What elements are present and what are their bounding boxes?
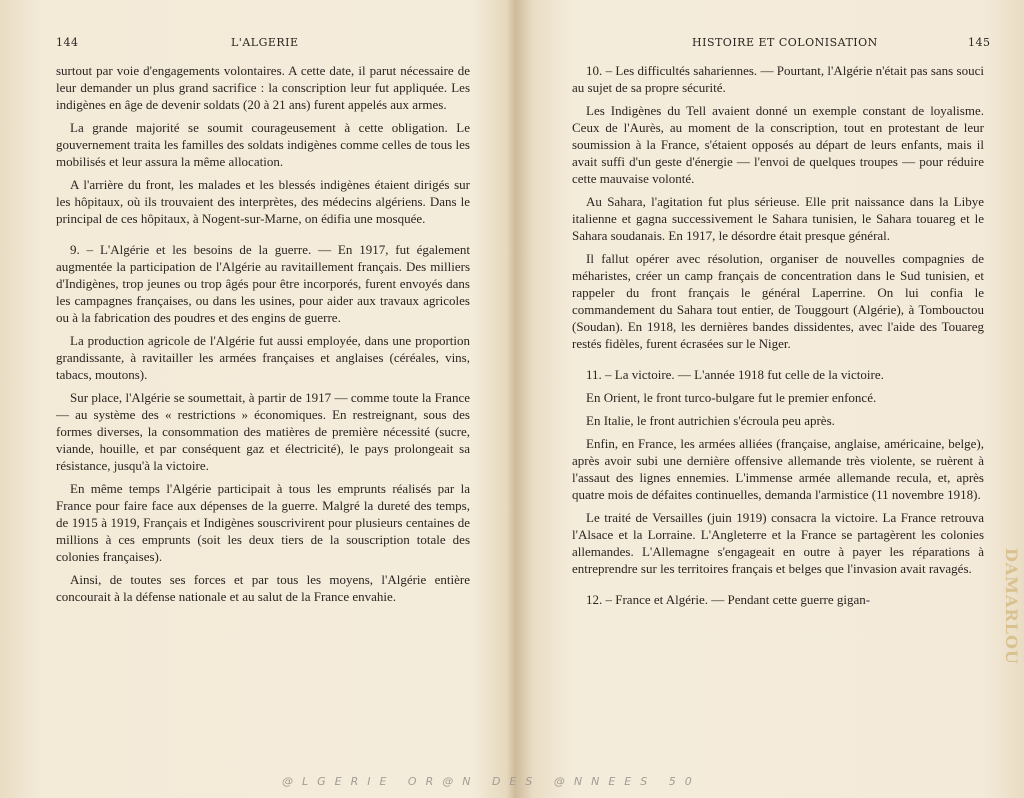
left-page [0, 0, 510, 798]
paragraph: La production agricole de l'Algérie fut aussi employée, dans une proportion grandissante, à ravitailler les armées françaises et anglaises (céréales, vins, tabacs, moutons). [56, 333, 470, 382]
paragraph: La grande majorité se soumit courageusement à cette obligation. Le gouvernement traita les familles des soldats indigènes comme celles de tous les mobilisés et leur assura la même allocation. [56, 120, 470, 169]
paragraph: Ainsi, de toutes ses forces et par tous les moyens, l'Algérie entière concourait à la défense nationale et au salut de la France envahie. [56, 572, 470, 604]
paragraph: Les Indigènes du Tell avaient donné un exemple constant de loyalisme. Ceux de l'Aurès, au moment de la conscription, tout en protestant de leur soumission à la France, s'étaient opposés au départ de leurs enfants, mais il avait suffi d'un geste d'énergie — l'envoi de quelques troupes — pour réduire cette mauvaise volonté. [572, 103, 984, 186]
paragraph: En Italie, le front autrichien s'écroula peu après. [586, 413, 835, 428]
watermark-text: @LGERIE OR@N DES @NNEES 50 [282, 775, 701, 788]
right-page [545, 0, 1024, 798]
paragraph: Au Sahara, l'agitation fut plus sérieuse. Elle prit naissance dans la Libye italienne et gagna successivement le Sahara tunisien, le Sahara touareg et le Sahara soudanais. En 1917, le désordre était presque général. [572, 194, 984, 243]
paragraph: Enfin, en France, les armées alliées (française, anglaise, américaine, belge), après avoir subi une dernière offensive allemande très violente, se ruèrent à l'assaut des lignes ennemies. L'immense armée allemande recula, et, après quatre mois de défaites continuelles, demanda l'armistice (11 novembre 1918). [572, 436, 984, 502]
paragraph: Le traité de Versailles (juin 1919) consacra la victoire. La France retrouva l'Alsace et la Lorraine. L'Angleterre et la France se partagèrent les colonies allemandes. L'Allemagne s'engageait en outre à payer les réparations à entreprendre sur les territoires français et belges que l'invasion avait ravagés. [572, 510, 984, 576]
section-paragraph: 9. – L'Algérie et les besoins de la guerre. — En 1917, fut également augmentée la participation de l'Algérie au ravitaillement français. Des milliers d'Indigènes, trop jeunes ou trop âgés pour être incorporés, furent envoyés dans les campagnes françaises, ou dans les usines, pour aider aux travaux agricoles ou à la fabrication des poudres et des engins de guerre. [56, 242, 470, 325]
paragraph: En même temps l'Algérie participait à tous les emprunts réalisés par la France pour faire face aux dépenses de la guerre. Malgré la dureté des temps, de 1915 à 1919, Français et Indigènes souscrivirent pour plusieurs centaines de millions à ces emprunts (soit les deux tiers de la souscription totale des colonies françaises). [56, 481, 470, 564]
paragraph: surtout par voie d'engagements volontaires. A cette date, il parut nécessaire de leur demander un plus grand sacrifice : la conscription leur fut appliquée. Les indigènes en âge de devenir soldats (20 à 21 ans) furent appelés aux armes. [56, 63, 470, 112]
collector-stamp: DAMARLOU [1002, 548, 1021, 665]
paragraph: Sur place, l'Algérie se soumettait, à partir de 1917 — comme toute la France — au système des « restrictions » économiques. En restreignant, sous des formes diverses, la consommation des matières de première nécessité (sucre, viande, houille, et par conséquent gaz et électricité), le pays prolongeait sa résistance, jusqu'à la victoire. [56, 390, 470, 473]
text-column-right [572, 62, 984, 614]
section-paragraph: 10. – Les difficultés sahariennes. — Pourtant, l'Algérie n'était pas sans souci au sujet de sa propre sécurité. [572, 63, 984, 95]
page-number-right: 145 [968, 36, 991, 49]
paragraph: En Orient, le front turco-bulgare fut le premier enfoncé. [586, 390, 877, 405]
page-number-left: 144 [56, 36, 79, 49]
paragraph: Il fallut opérer avec résolution, organiser de nouvelles compagnies de méharistes, créer un camp français de concentration dans le Sud tunisien, et rappeler du front français le général Laperrine. On lui confia le commandement du Sahara tout entier, de Touggourt (Algérie), à Tombouctou (Soudan). En 1918, les dernières bandes dissidentes, avec l'aide des Touareg restés fidèles, furent écrasées sur le Niger. [572, 251, 984, 351]
section-paragraph: 11. – La victoire. — L'année 1918 fut celle de la victoire. [586, 367, 884, 382]
section-paragraph: 12. – France et Algérie. — Pendant cette guerre gigan- [586, 592, 871, 607]
running-title-left: L'ALGERIE [231, 36, 299, 49]
running-title-right: HISTOIRE ET COLONISATION [692, 36, 878, 49]
paragraph: A l'arrière du front, les malades et les blessés indigènes étaient dirigés sur les hôpitaux, où ils trouvaient des interprètes, des médecins algériens. Dans le principal de ces hôpitaux, à Nogent-sur-Marne, on édifia une mosquée. [56, 177, 470, 226]
text-column-left [56, 62, 470, 611]
